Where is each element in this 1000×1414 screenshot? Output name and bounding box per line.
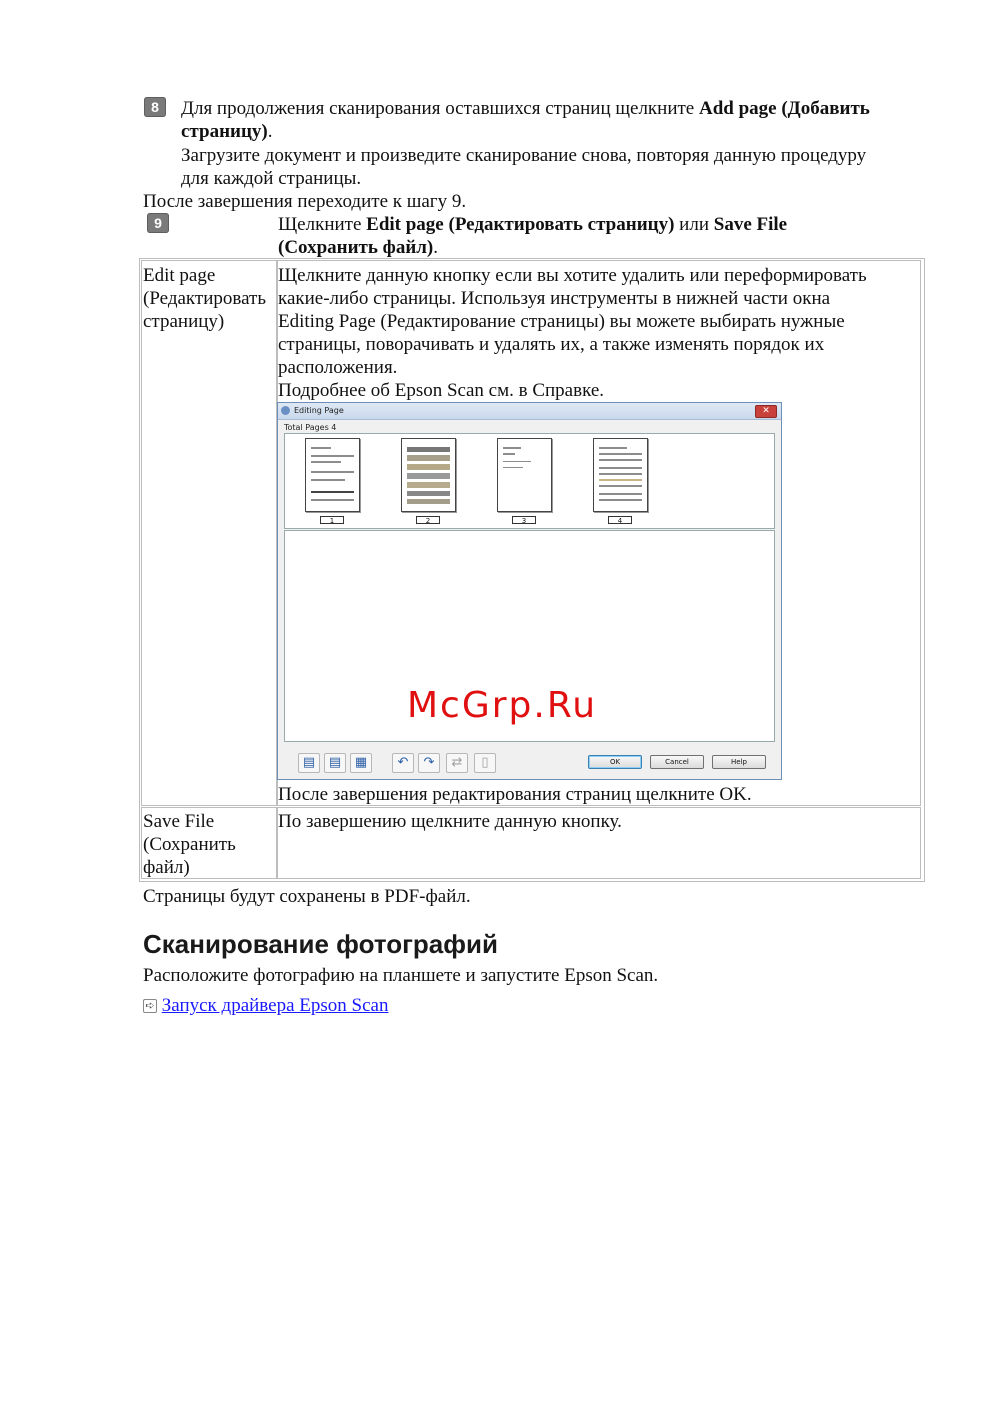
step-8-badge: 8: [144, 97, 166, 117]
dialog-title: Editing Page: [294, 406, 344, 415]
page-thumbnail[interactable]: [305, 438, 360, 512]
label-line: (Сохранить: [143, 834, 236, 855]
launch-epson-scan-link[interactable]: Запуск драйвера Epson Scan: [161, 995, 389, 1016]
step-9-line-2: [278, 236, 438, 259]
desc-line: страницы, поворачивать и удалять их, а также изменять порядок их: [278, 334, 825, 355]
help-button[interactable]: Help: [712, 755, 766, 769]
page-number[interactable]: 4: [608, 516, 632, 524]
desc-line: расположения.: [278, 357, 398, 378]
row-2-label: [143, 810, 236, 879]
rotate-left-icon[interactable]: ↶: [392, 753, 414, 773]
total-pages-label: Total Pages 4: [284, 423, 337, 432]
watermark: McGrp.Ru: [407, 685, 598, 726]
label-line: Edit page: [143, 265, 216, 286]
punct: .: [267, 121, 273, 142]
page-thumbnail[interactable]: [497, 438, 552, 512]
dialog-title-bar: [278, 403, 781, 420]
select-odd-icon[interactable]: ▤: [298, 753, 320, 773]
cancel-button[interactable]: Cancel: [650, 755, 704, 769]
page-number[interactable]: 1: [320, 516, 344, 524]
ok-button[interactable]: OK: [588, 755, 642, 769]
arrow-right-icon: ➪: [143, 999, 157, 1013]
save-file-label-cont: (Сохранить файл): [278, 237, 434, 258]
save-file-label: Save File: [713, 214, 788, 235]
rotate-right-icon[interactable]: ↷: [418, 753, 440, 773]
thumbnail-strip: [284, 433, 775, 529]
row-2-description: По завершению щелкните данную кнопку.: [278, 811, 622, 832]
step-8-line-1: [181, 97, 870, 120]
desc-line: Щелкните данную кнопку если вы хотите удалить или переформировать: [278, 265, 867, 286]
app-icon: [281, 406, 290, 415]
desc-line: какие-либо страницы. Используя инструменты в нижней части окна: [278, 288, 831, 309]
section-paragraph: Расположите фотографию на планшете и запустите Epson Scan.: [143, 965, 659, 986]
reference-link-row: [143, 994, 388, 1017]
page-number[interactable]: 2: [416, 516, 440, 524]
close-icon[interactable]: ✕: [755, 405, 777, 418]
step-8-line-3: Загрузите документ и произведите сканирование снова, повторяя данную процедуру: [181, 145, 867, 166]
after-step-8-text: После завершения переходите к шагу 9.: [143, 191, 467, 212]
after-table-text: Страницы будут сохранены в PDF-файл.: [143, 886, 471, 907]
desc-line: Подробнее об Epson Scan см. в Справке.: [278, 380, 605, 401]
step-8-line-4: для каждой страницы.: [181, 168, 362, 189]
reorder-icon[interactable]: ⇄: [446, 753, 468, 773]
page-thumbnail[interactable]: [401, 438, 456, 512]
step-9-line-1: [278, 213, 787, 236]
row-1-label: [143, 264, 266, 333]
step-8-text: Для продолжения сканирования оставшихся страниц щелкните: [181, 98, 699, 119]
add-page-label: Add page (Добавить: [698, 98, 870, 119]
after-dialog-text: После завершения редактирования страниц щелкните OK.: [278, 784, 752, 805]
punct: .: [433, 237, 438, 258]
page-number[interactable]: 3: [512, 516, 536, 524]
label-line: файл): [143, 857, 190, 878]
select-even-icon[interactable]: ▤: [324, 753, 346, 773]
label-line: страницу): [143, 311, 225, 332]
section-heading: Сканирование фотографий: [143, 929, 498, 959]
page-thumbnail[interactable]: [593, 438, 648, 512]
step-9-or: или: [674, 214, 714, 235]
step-9-badge: 9: [147, 213, 169, 233]
row-1-label-cell: [141, 260, 277, 806]
add-page-label-cont: страницу): [181, 121, 268, 142]
desc-line: Editing Page (Редактирование страницы) вы можете выбирать нужные: [278, 311, 845, 332]
delete-icon[interactable]: ▯: [474, 753, 496, 773]
step-9-text: Щелкните: [278, 214, 367, 235]
row-1-description: [278, 264, 867, 402]
label-line: Save File: [143, 811, 215, 832]
edit-page-label: Edit page (Редактировать страницу): [366, 214, 675, 235]
step-8-line-2: [181, 120, 272, 143]
label-line: (Редактировать: [143, 288, 267, 309]
select-all-icon[interactable]: ▦: [350, 753, 372, 773]
